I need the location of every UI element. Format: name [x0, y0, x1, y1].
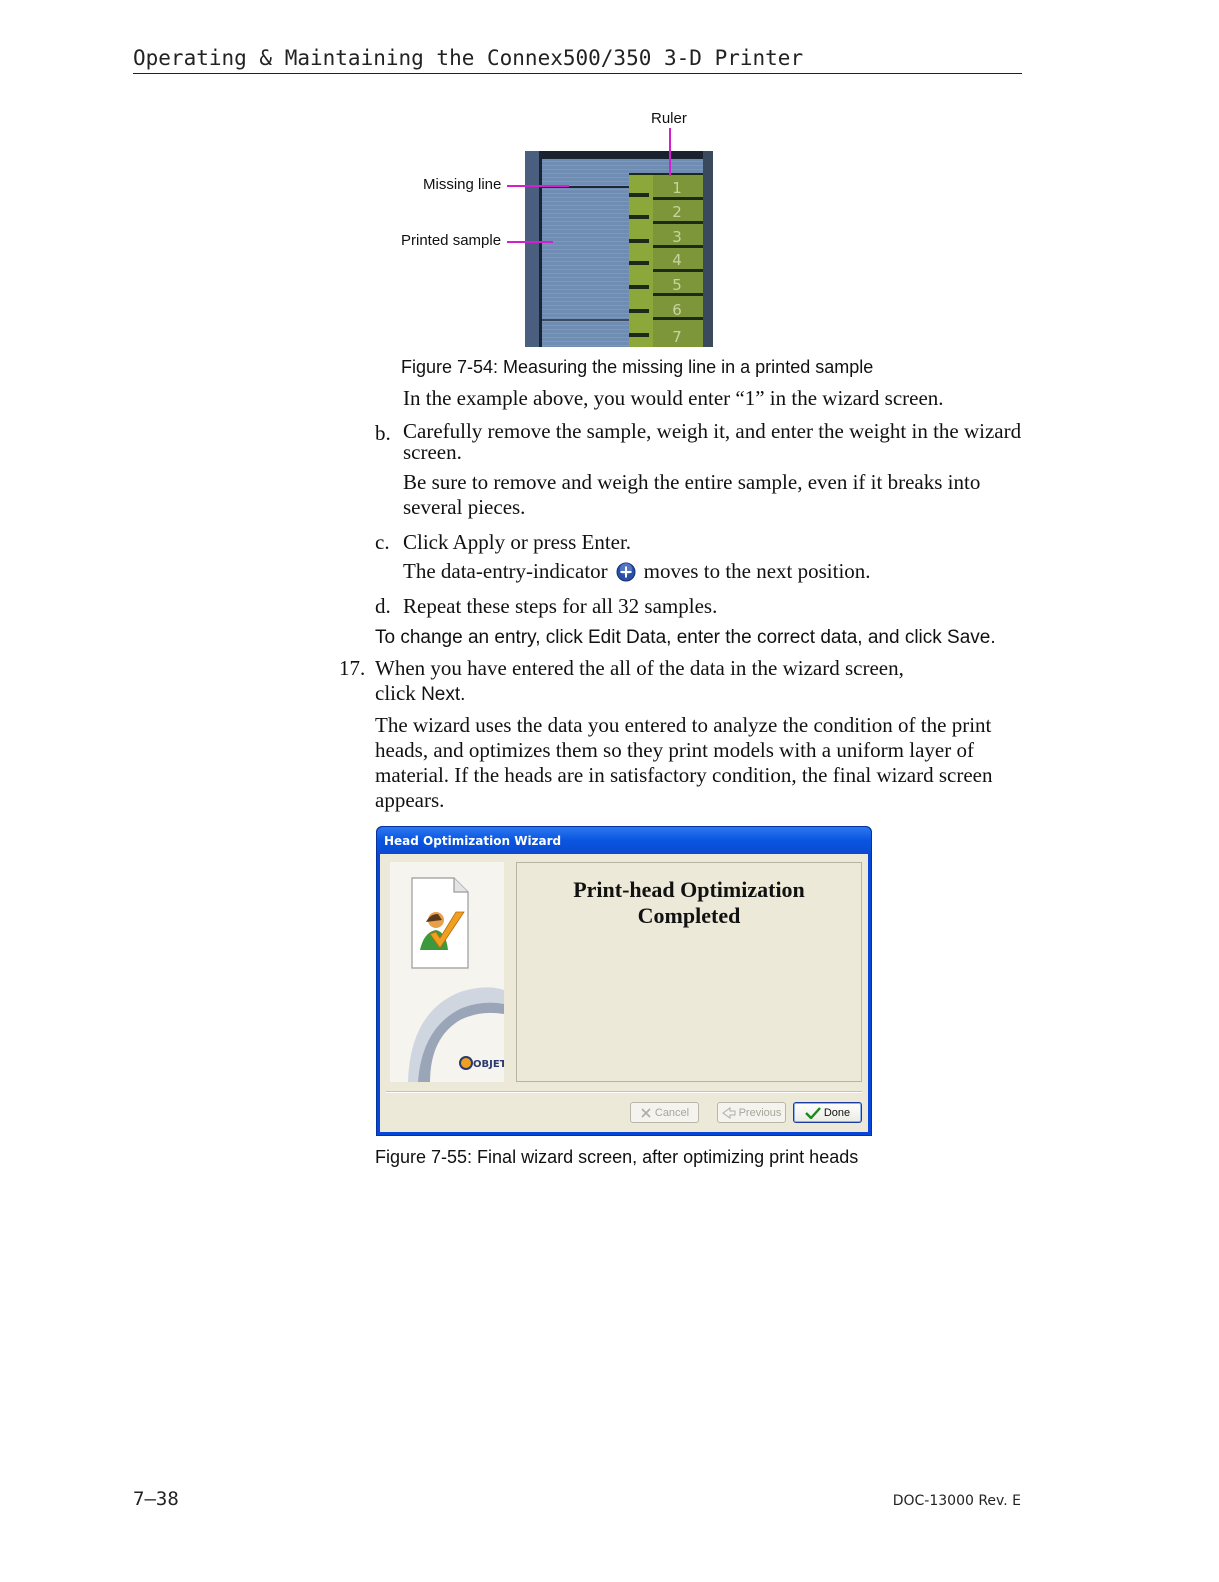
change-entry-note: To change an entry, click Edit Data, enter the correct data, and click Save. — [375, 627, 996, 648]
ruler-number: 6 — [672, 301, 682, 319]
step-17-text: When you have entered the all of the data in the wizard screen, — [375, 656, 904, 680]
step-c-note — [403, 559, 871, 584]
wizard-title: Head Optimization Wizard — [384, 834, 562, 848]
wizard-content-panel — [516, 862, 862, 1082]
ruler-number: 5 — [672, 276, 682, 294]
ruler-number: 4 — [672, 251, 682, 269]
running-header: Operating & Maintaining the Connex500/350 3-D Printer — [133, 46, 804, 70]
missing-line-label: Missing line — [423, 176, 502, 193]
step-b-note: Be sure to remove and weigh the entire sample, even if it breaks into several pieces. — [403, 470, 981, 519]
step-b-text: Carefully remove the sample, weigh it, and enter the weight in the wizard screen. — [403, 419, 1022, 464]
step-c-text: Click Apply or press Enter. — [403, 530, 632, 554]
step-b-marker: b. — [375, 421, 391, 445]
step-17-next-word: Next. — [421, 684, 466, 705]
step-c-marker: c. — [375, 530, 390, 554]
sample-photo-drawing — [525, 151, 713, 347]
step-c-note-before: The data-entry-indicator — [403, 559, 608, 583]
done-button[interactable] — [793, 1102, 862, 1123]
done-button-label: Done — [823, 1106, 851, 1119]
step-d-text: Repeat these steps for all 32 samples. — [403, 594, 718, 618]
document-id: DOC-13000 Rev. E — [892, 1493, 1021, 1509]
ruler-number: 1 — [672, 179, 682, 197]
wizard-client-area — [380, 854, 868, 1132]
printed-sample-photo — [525, 151, 713, 347]
figure-55-caption: Figure 7-55: Final wizard screen, after optimizing print heads — [375, 1147, 859, 1167]
previous-button-label: Previous — [738, 1106, 782, 1119]
ruler-number: 7 — [672, 328, 682, 346]
header-rule — [133, 73, 1022, 74]
step-17-marker: 17. — [339, 656, 366, 680]
ruler-number: 2 — [672, 203, 682, 221]
figure-54-caption: Figure 7-54: Measuring the missing line in a printed sample — [401, 357, 874, 377]
step-17-click-line — [375, 681, 465, 707]
wizard-side-banner — [390, 862, 504, 1082]
printed-sample-leader — [507, 241, 553, 243]
cancel-button[interactable] — [630, 1102, 699, 1123]
ruler-number: 3 — [672, 228, 682, 246]
cancel-button-label: Cancel — [654, 1106, 690, 1119]
wizard-separator — [386, 1091, 862, 1093]
wizard-heading — [517, 877, 861, 929]
wizard-titlebar — [377, 827, 871, 854]
cancel-x-icon — [640, 1107, 652, 1119]
wizard-banner-graphic — [390, 862, 504, 1082]
step-d-marker: d. — [375, 594, 391, 618]
ruler-label: Ruler — [651, 110, 687, 127]
data-entry-indicator-icon — [616, 562, 636, 582]
missing-line-leader — [507, 185, 569, 187]
checkmark-icon — [805, 1107, 821, 1119]
step-17-click-word: click — [375, 681, 416, 705]
printed-sample-label: Printed sample — [401, 232, 502, 249]
wizard-paragraph: The wizard uses the data you entered to analyze the condition of the print heads, and optimizes them so they print models with a uniform layer of material. If the heads are in satisfactory condition, the final wizard screen appears. — [375, 713, 993, 812]
step-c-note-after: moves to the next position. — [643, 559, 871, 583]
wizard-heading-line2: Completed — [637, 903, 741, 928]
head-optimization-wizard-window — [376, 826, 872, 1136]
previous-arrow-icon — [722, 1107, 736, 1119]
example-note: In the example above, you would enter “1” in the wizard screen. — [403, 386, 944, 410]
wizard-heading-line1: Print-head Optimization — [573, 877, 805, 902]
objet-logo-text: OBJET — [473, 1059, 504, 1070]
ruler-leader-line — [669, 128, 671, 176]
previous-button[interactable] — [717, 1102, 786, 1123]
page-number: 7–38 — [133, 1488, 179, 1510]
